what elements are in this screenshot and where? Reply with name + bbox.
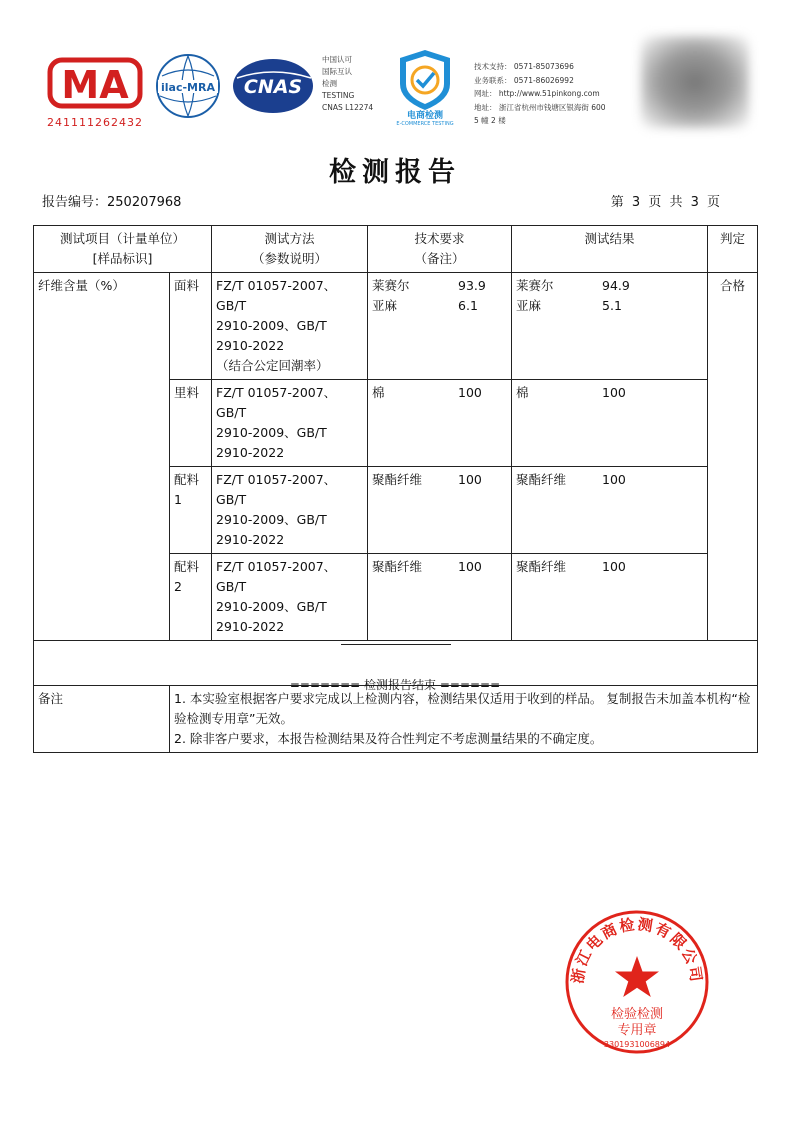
table-row: [34, 273, 758, 380]
blurred-qr-code: [641, 36, 749, 128]
official-seal-stamp: [563, 908, 711, 1056]
item-name: 纤维含量（%）: [34, 273, 170, 641]
ilac-mra-logo: [154, 52, 222, 120]
result-cell: 棉 100: [512, 380, 708, 467]
requirement-cell: 莱赛尔 93.9 亚麻 6.1: [368, 273, 512, 380]
header-result: 测试结果: [512, 226, 708, 273]
requirement-cell: 棉 100: [368, 380, 512, 467]
seal-center-line1: 检验检测: [610, 1007, 664, 1022]
seal-number: 3301931006894: [603, 1040, 671, 1049]
cma-logo: [46, 56, 144, 110]
part-label: 面料: [170, 273, 212, 380]
seal-center-line2: 专用章: [617, 1023, 657, 1038]
table-header-row: [34, 226, 758, 273]
part-label: 配料 1: [170, 467, 212, 554]
page-title: 检测报告: [329, 157, 461, 188]
part-label: 配料 2: [170, 554, 212, 641]
ilac-text: ilac-MRA: [161, 81, 215, 94]
ecom-subtitle: E-COMMERCE TESTING: [396, 121, 454, 126]
page-info: 第 3 页 共 3 页: [610, 195, 720, 210]
separator-line: [341, 644, 451, 645]
part-label: 里料: [170, 380, 212, 467]
cma-number: 241111262432: [47, 116, 143, 129]
method-cell: FZ/T 01057-2007、GB/T 2910-2009、GB/T 2910-2022: [212, 467, 368, 554]
results-table: [33, 225, 758, 753]
cnas-text: CNAS: [243, 76, 303, 98]
header-test-item: 测试项目（计量单位） [样品标识]: [34, 226, 212, 273]
star-icon: [615, 956, 659, 997]
notes-content: 1. 本实验室根据客户要求完成以上检测内容，检测结果仅适用于收到的样品。 复制报告未加盖本机构“检验检测专用章”无效。 2. 除非客户要求，本报告检测结果及符合性判定不考虑测量结果的不确定度。: [170, 686, 758, 753]
method-cell: FZ/T 01057-2007、GB/T 2910-2009、GB/T 2910-2022: [212, 380, 368, 467]
contact-info: 技术支持： 0571-85073696 业务联系： 0571-86026992 网址： http://www.51pinkong.com 地址： 浙江省杭州市钱塘区银海街 600 5 幢 2 楼: [474, 62, 606, 125]
result-cell: 莱赛尔 94.9 亚麻 5.1: [512, 273, 708, 380]
result-cell: 聚酯纤维 100: [512, 467, 708, 554]
header-verdict: 判定: [708, 226, 758, 273]
requirement-cell: 聚酯纤维 100: [368, 467, 512, 554]
cma-text: MA: [61, 63, 129, 107]
report-end-marker: ======= 检测报告结束 ======: [289, 678, 501, 692]
requirement-cell: 聚酯纤维 100: [368, 554, 512, 641]
cnas-logo: [231, 56, 315, 116]
cnas-accreditation-text: 中国认可 国际互认 检测 TESTING CNAS L12274: [322, 55, 374, 112]
header-requirement: 技术要求 （备注）: [368, 226, 512, 273]
report-header: [0, 0, 790, 140]
seal-org-name: 浙江电商检测有限公司: [568, 915, 706, 985]
method-cell: FZ/T 01057-2007、GB/T 2910-2009、GB/T 2910-2022 （结合公定回潮率）: [212, 273, 368, 380]
header-test-method: 测试方法 （参数说明）: [212, 226, 368, 273]
report-number: 报告编号：250207968: [42, 195, 182, 210]
method-cell: FZ/T 01057-2007、GB/T 2910-2009、GB/T 2910-2022: [212, 554, 368, 641]
notes-label: 备注: [34, 686, 170, 753]
notes-row: [34, 686, 758, 753]
verdict-cell: 合格: [708, 273, 758, 641]
result-cell: 聚酯纤维 100: [512, 554, 708, 641]
ecom-title: 电商检测: [406, 111, 444, 121]
ecommerce-testing-logo: [390, 48, 460, 126]
